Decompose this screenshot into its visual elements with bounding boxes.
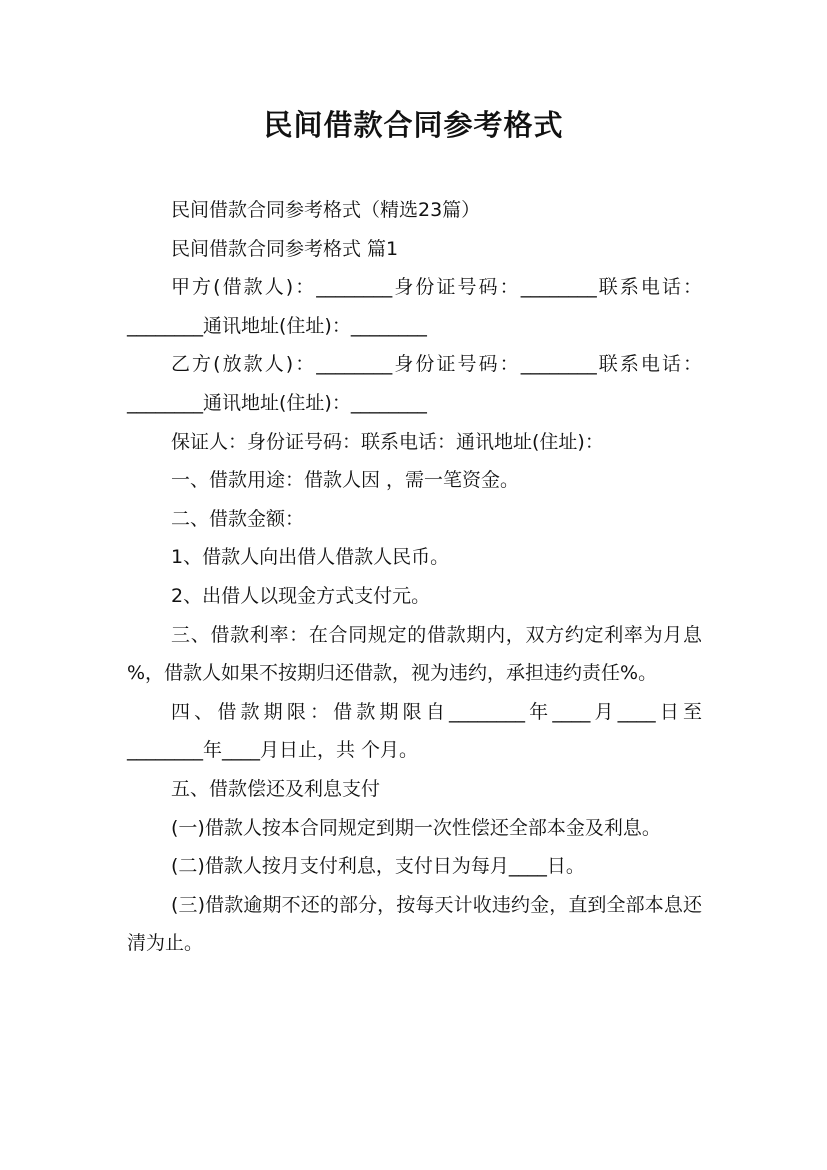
document-title: 民间借款合同参考格式 [263,108,564,142]
paragraph-guarantor: 保证人：身份证号码：联系电话：通讯地址(住址)： [171,430,604,453]
paragraph-amount-item-1: 1、借款人向出借人借款人民币。 [171,546,450,569]
paragraph-loan-purpose: 一、借款用途：借款人因 ，需一笔资金。 [171,469,520,492]
paragraph-interest-rate: 三、借款利率：在合同规定的借款期内，双方约定利率为月息 %，借款人如果不按期归还借款，视为违约，承担违约责任%。 [127,623,702,685]
paragraph-repayment-item-3: (三)借款逾期不还的部分，按每天计收违约金，直到全部本息还清为止。 [127,893,702,955]
paragraph-loan-amount: 二、借款金额： [171,507,305,530]
paragraph-party-a: 甲方(借款人)：________身份证号码：________联系电话：________通讯地址(住址)：________ [127,276,702,337]
paragraph-repayment-item-1: (一)借款人按本合同规定到期一次性偿还全部本金及利息。 [171,816,661,839]
document-body [127,191,702,963]
paragraph-repayment-item-2: (二)借款人按月支付利息，支付日为每月____日。 [171,855,585,878]
paragraph-repayment-heading: 五、借款偿还及利息支付 [171,777,381,800]
paragraph-amount-item-2: 2、出借人以现金方式支付元。 [171,584,431,607]
paragraph-party-b: 乙方(放款人)：________身份证号码：________联系电话：________通讯地址(住址)：________ [127,353,702,414]
paragraph-subtitle: 民间借款合同参考格式（精选23篇） [171,199,481,221]
paragraph-section-heading: 民间借款合同参考格式 篇1 [171,237,399,260]
paragraph-loan-term: 四、借款期限：借款期限自________年____月____日至________年____月日止，共 个月。 [127,700,702,762]
